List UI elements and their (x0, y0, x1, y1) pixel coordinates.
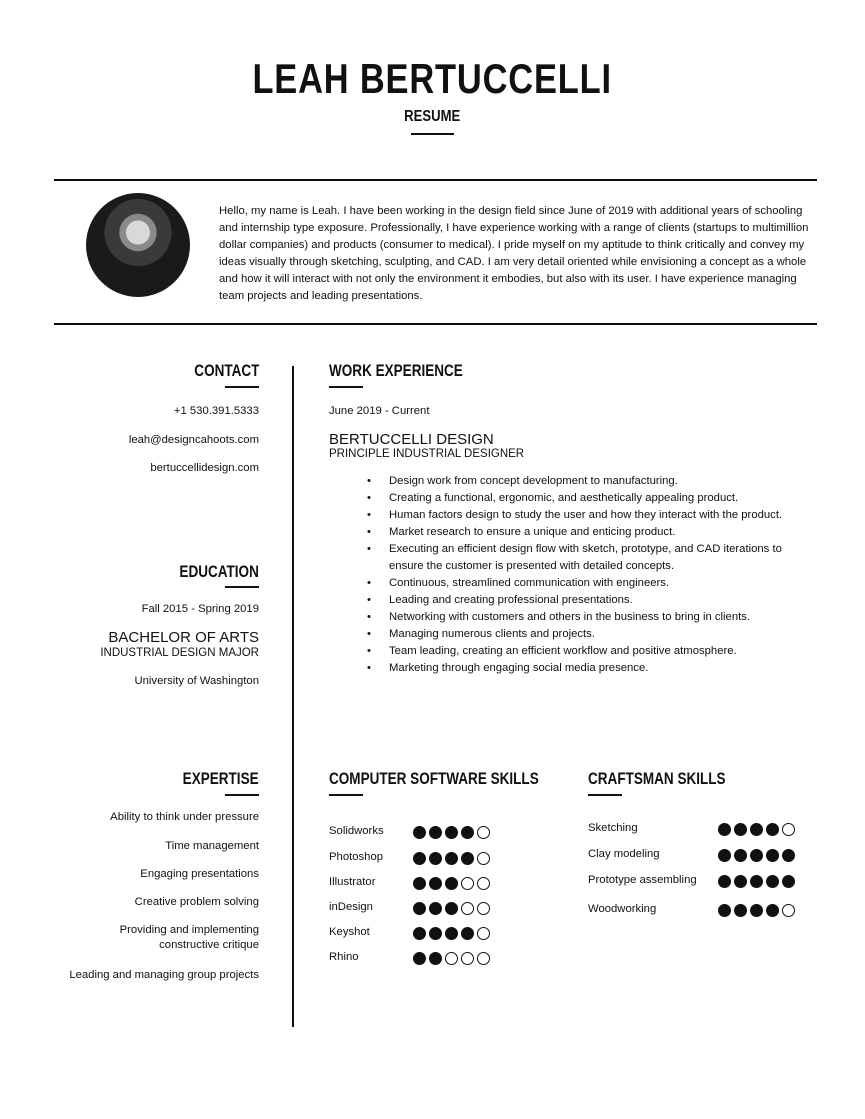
work-dates: June 2019 - Current (329, 405, 430, 417)
filled-dot-icon (413, 852, 426, 865)
filled-dot-icon (413, 952, 426, 965)
work-bullet: • Managing numerous clients and projects. (367, 626, 809, 643)
filled-dot-icon (445, 826, 458, 839)
divider-bottom (54, 323, 817, 325)
work-bullet: • Continuous, streamlined communication with engineers. (367, 575, 809, 592)
education-degree: BACHELOR OF ARTS (108, 629, 259, 646)
empty-dot-icon (477, 852, 490, 865)
filled-dot-icon (782, 849, 795, 862)
skill-name: Rhino (329, 951, 359, 963)
filled-dot-icon (461, 927, 474, 940)
candidate-name: LEAH BERTUCCELLI (252, 55, 613, 102)
filled-dot-icon (734, 904, 747, 917)
filled-dot-icon (750, 904, 763, 917)
filled-dot-icon (766, 849, 779, 862)
filled-dot-icon (429, 927, 442, 940)
craft-heading: CRAFTSMAN SKILLS (588, 770, 726, 788)
expertise-item: constructive critique (159, 939, 259, 951)
column-divider (292, 366, 294, 1027)
skill-name: Keyshot (329, 926, 370, 938)
skill-name: inDesign (329, 901, 373, 913)
skill-rating (413, 927, 490, 940)
contact-website[interactable]: bertuccellidesign.com (150, 462, 259, 474)
education-major: INDUSTRIAL DESIGN MAJOR (100, 647, 259, 659)
filled-dot-icon (766, 875, 779, 888)
skill-name: Photoshop (329, 851, 384, 863)
software-heading: COMPUTER SOFTWARE SKILLS (329, 770, 539, 788)
filled-dot-icon (429, 826, 442, 839)
empty-dot-icon (445, 952, 458, 965)
filled-dot-icon (445, 852, 458, 865)
title-underline (411, 133, 454, 135)
expertise-item: Creative problem solving (134, 896, 259, 908)
work-bullet: • Market research to ensure a unique and enticing product. (367, 524, 809, 541)
work-underline (329, 386, 363, 388)
education-dates: Fall 2015 - Spring 2019 (141, 603, 259, 615)
work-bullet: • Creating a functional, ergonomic, and aesthetically appealing product. (367, 490, 809, 507)
empty-dot-icon (782, 823, 795, 836)
filled-dot-icon (718, 875, 731, 888)
filled-dot-icon (766, 904, 779, 917)
filled-dot-icon (429, 852, 442, 865)
filled-dot-icon (445, 927, 458, 940)
filled-dot-icon (750, 875, 763, 888)
filled-dot-icon (766, 823, 779, 836)
filled-dot-icon (413, 902, 426, 915)
skill-name: Clay modeling (588, 848, 660, 860)
skill-name: Solidworks (329, 825, 384, 837)
skill-name: Illustrator (329, 876, 376, 888)
intro-paragraph: Hello, my name is Leah. I have been working in the design field since June of 2019 with additional years of schooling and internship type exposure. Professionally, I have experience working with a range of clients (startups to multimillion dollar companies) and products (consumer to medical). I pride myself on my aptitude to think critically and convey my ideas visually through sketching, sculpting, and CAD. I am very detail oriented while envisioning a concept as a whole and how it will interact with not only the environment it embodies, but also with its user. I have experience managing team projects and leading presentations. (219, 205, 809, 302)
filled-dot-icon (718, 904, 731, 917)
filled-dot-icon (718, 823, 731, 836)
skill-rating (413, 952, 490, 965)
skill-rating (413, 877, 490, 890)
work-bullet: • Leading and creating professional presentations. (367, 592, 809, 609)
skill-rating (718, 875, 795, 888)
empty-dot-icon (477, 927, 490, 940)
work-bullet: • Design work from concept development to manufacturing. (367, 473, 809, 490)
skill-rating (718, 904, 795, 917)
filled-dot-icon (413, 826, 426, 839)
filled-dot-icon (750, 823, 763, 836)
divider-top (54, 179, 817, 181)
education-school: University of Washington (134, 675, 259, 687)
filled-dot-icon (461, 852, 474, 865)
work-heading: WORK EXPERIENCE (329, 362, 463, 380)
expertise-item: Engaging presentations (140, 868, 259, 880)
work-bullets (367, 473, 809, 677)
filled-dot-icon (413, 927, 426, 940)
skill-name: Woodworking (588, 903, 657, 915)
contact-heading: CONTACT (193, 362, 259, 380)
filled-dot-icon (782, 875, 795, 888)
work-bullet: • Executing an efficient design flow with sketch, prototype, and CAD iterations to ensure the customer is presented with detailed concepts. (367, 541, 809, 575)
filled-dot-icon (445, 877, 458, 890)
contact-underline (225, 386, 259, 388)
empty-dot-icon (461, 877, 474, 890)
expertise-heading: EXPERTISE (183, 770, 259, 788)
profile-photo (86, 193, 190, 297)
work-bullet: • Human factors design to study the user and how they interact with the product. (367, 507, 809, 524)
empty-dot-icon (477, 952, 490, 965)
craft-underline (588, 794, 622, 796)
expertise-item: Time management (165, 840, 259, 852)
filled-dot-icon (718, 849, 731, 862)
filled-dot-icon (734, 823, 747, 836)
empty-dot-icon (461, 952, 474, 965)
filled-dot-icon (461, 826, 474, 839)
filled-dot-icon (429, 952, 442, 965)
skill-rating (413, 852, 490, 865)
contact-phone: +1 530.391.5333 (173, 405, 259, 417)
work-title: PRINCIPLE INDUSTRIAL DESIGNER (329, 448, 525, 460)
work-company: BERTUCCELLI DESIGN (329, 431, 494, 448)
contact-email[interactable]: leah@designcahoots.com (128, 434, 259, 446)
filled-dot-icon (734, 849, 747, 862)
empty-dot-icon (477, 877, 490, 890)
filled-dot-icon (429, 902, 442, 915)
work-bullet: • Team leading, creating an efficient workflow and positive atmosphere. (367, 643, 809, 660)
skill-rating (718, 849, 795, 862)
filled-dot-icon (750, 849, 763, 862)
skill-name: Sketching (588, 822, 638, 834)
empty-dot-icon (782, 904, 795, 917)
skill-rating (413, 902, 490, 915)
skill-rating (413, 826, 490, 839)
work-bullet: • Marketing through engaging social media presence. (367, 660, 809, 677)
empty-dot-icon (461, 902, 474, 915)
education-heading: EDUCATION (179, 563, 259, 581)
software-underline (329, 794, 363, 796)
filled-dot-icon (445, 902, 458, 915)
skill-rating (718, 823, 795, 836)
filled-dot-icon (429, 877, 442, 890)
education-underline (225, 586, 259, 588)
expertise-underline (225, 794, 259, 796)
expertise-item: Ability to think under pressure (110, 811, 259, 823)
expertise-item: Providing and implementing (119, 924, 259, 936)
skill-name: Prototype assembling (588, 874, 697, 886)
filled-dot-icon (734, 875, 747, 888)
expertise-item: Leading and managing group projects (69, 969, 259, 981)
resume-subtitle: RESUME (404, 108, 461, 125)
filled-dot-icon (413, 877, 426, 890)
work-bullet: • Networking with customers and others in the business to bring in clients. (367, 609, 809, 626)
empty-dot-icon (477, 902, 490, 915)
empty-dot-icon (477, 826, 490, 839)
